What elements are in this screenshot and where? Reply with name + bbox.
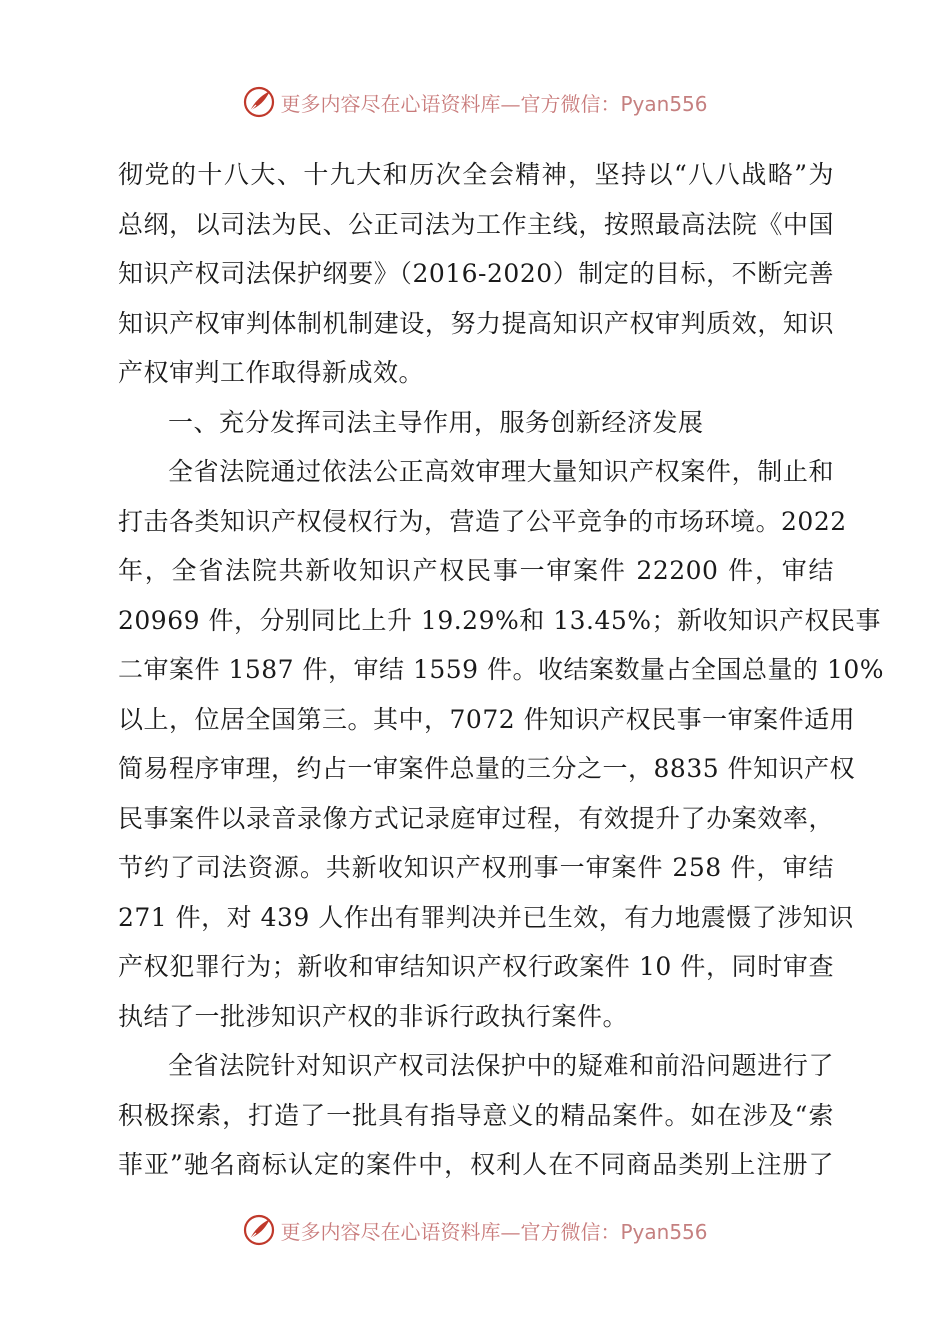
text-line: 知识产权审判体制机制建设，努力提高知识产权审判质效，知识 bbox=[118, 308, 834, 338]
wechat-id: Pyan556 bbox=[620, 1219, 708, 1244]
text-line: 全省法院针对知识产权司法保护中的疑难和前沿问题进行了 bbox=[168, 1051, 834, 1080]
banner-text: 更多内容尽在心语资料库—官方微信：Pyan556 bbox=[280, 91, 708, 116]
text-line: 20969 件，分别同比上升 19.29%和 13.45%；新收知识产权民事 bbox=[118, 605, 882, 635]
header-banner bbox=[0, 84, 950, 120]
text-line: 以上，位居全国第三。其中，7072 件知识产权民事一审案件适用 bbox=[118, 704, 856, 734]
text-line: 积极探索，打造了一批具有指导意义的精品案件。如在涉及“索 bbox=[118, 1100, 834, 1130]
footer-banner bbox=[0, 1212, 950, 1248]
text-line: 271 件，对 439 人作出有罪判决并已生效，有力地震慑了涉知识 bbox=[118, 902, 854, 932]
quill-logo-icon bbox=[242, 1213, 276, 1247]
text-line: 民事案件以录音录像方式记录庭审过程，有效提升了办案效率， bbox=[118, 803, 834, 833]
text-line: 二审案件 1587 件，审结 1559 件。收结案数量占全国总量的 10% bbox=[118, 655, 885, 684]
text-line: 菲亚”驰名商标认定的案件中，权利人在不同商品类别上注册了 bbox=[118, 1150, 834, 1179]
text-line: 一、充分发挥司法主导作用，服务创新经济发展 bbox=[168, 407, 704, 437]
banner-text: 更多内容尽在心语资料库—官方微信：Pyan556 bbox=[280, 1219, 708, 1244]
text-line: 打击各类知识产权侵权行为，营造了公平竞争的市场环境。2022 bbox=[118, 506, 847, 536]
text-line: 年，全省法院共新收知识产权民事一审案件 22200 件，审结 bbox=[118, 556, 834, 585]
text-line: 产权犯罪行为；新收和审结知识产权行政案件 10 件，同时审查 bbox=[118, 952, 834, 981]
text-line: 产权审判工作取得新成效。 bbox=[118, 358, 425, 387]
text-line: 知识产权司法保护纲要》（2016-2020）制定的目标，不断完善 bbox=[118, 259, 834, 288]
text-line: 总纲，以司法为民、公正司法为工作主线，按照最高法院《中国 bbox=[118, 209, 834, 239]
text-line: 全省法院通过依法公正高效审理大量知识产权案件，制止和 bbox=[168, 457, 834, 486]
document-body bbox=[118, 150, 885, 1190]
wechat-id: Pyan556 bbox=[620, 91, 708, 116]
text-line: 彻党的十八大、十九大和历次全会精神，坚持以“八八战略”为 bbox=[118, 160, 834, 189]
text-line: 节约了司法资源。共新收知识产权刑事一审案件 258 件，审结 bbox=[118, 853, 834, 882]
text-line: 执结了一批涉知识产权的非诉行政执行案件。 bbox=[118, 1001, 629, 1031]
quill-logo-icon bbox=[242, 85, 276, 119]
text-line: 简易程序审理，约占一审案件总量的三分之一，8835 件知识产权 bbox=[118, 754, 856, 783]
